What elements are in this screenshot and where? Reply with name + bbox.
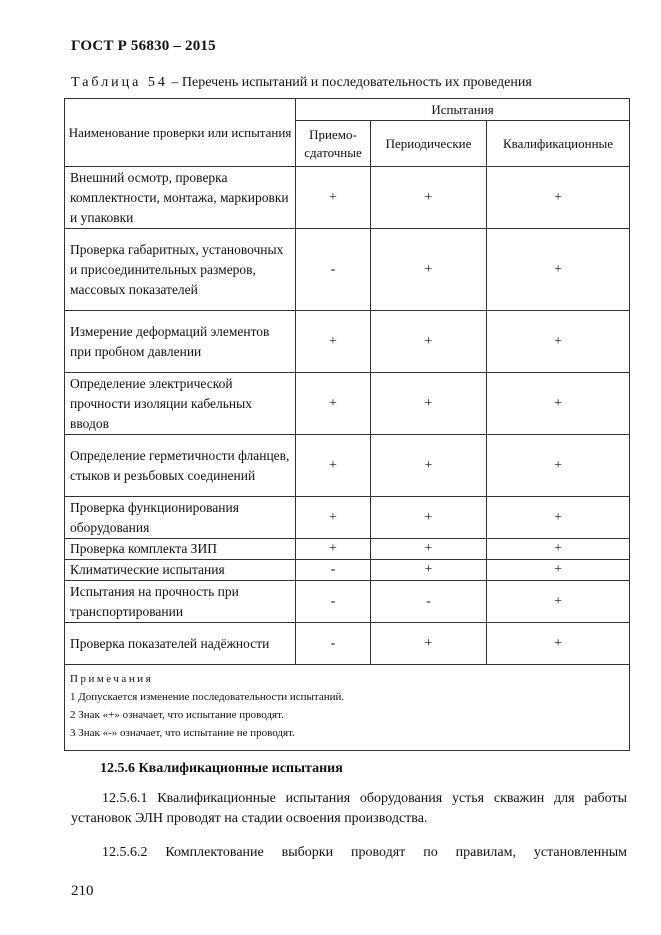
row-name: Определение герметичности фланцев, стыков и резьбовых соединений [65, 435, 296, 497]
table-row [65, 229, 630, 311]
mark-qualification: + [487, 581, 630, 623]
note-item: 2 Знак «+» означает, что испытание проводят. [70, 709, 284, 721]
table-notes [65, 665, 630, 751]
mark-periodic: + [371, 435, 487, 497]
page-number: 210 [71, 883, 94, 899]
mark-qualification: + [487, 311, 630, 373]
mark-acceptance: - [296, 560, 371, 581]
mark-acceptance: - [296, 623, 371, 665]
mark-qualification: + [487, 373, 630, 435]
mark-periodic: + [371, 229, 487, 311]
document-header: ГОСТ Р 56830 – 2015 [71, 38, 216, 54]
row-name: Измерение деформаций элементов при пробном давлении [65, 311, 296, 373]
mark-acceptance: + [296, 435, 371, 497]
table-row [65, 373, 630, 435]
paragraph: 12.5.6.1 Квалификационные испытания оборудования устья скважин для работы установок ЭЛН проводят на стадии освоения производства. [71, 791, 627, 826]
table-caption-label: Таблица 54 [71, 75, 168, 90]
mark-qualification: + [487, 167, 630, 229]
notes-title: Примечания [70, 673, 154, 685]
note-item: 3 Знак «-» означает, что испытание не проводят. [70, 727, 295, 739]
row-name: Климатические испытания [65, 560, 296, 581]
table-row [65, 435, 630, 497]
row-name: Определение электрической прочности изоляции кабельных вводов [65, 373, 296, 435]
table-row [65, 560, 630, 581]
tests-table [64, 98, 630, 751]
mark-acceptance: - [296, 229, 371, 311]
group-header-tests: Испытания [296, 99, 630, 121]
mark-qualification: + [487, 560, 630, 581]
table-caption-text: – Перечень испытаний и последовательность их проведения [167, 75, 532, 90]
row-name: Внешний осмотр, проверка комплектности, монтажа, маркировки и упаковки [65, 167, 296, 229]
col-header-name: Наименование проверки или испытания [65, 99, 296, 167]
table-row [65, 623, 630, 665]
note-item: 1 Допускается изменение последовательности испытаний. [70, 691, 345, 703]
section-title: 12.5.6 Квалификационные испытания [100, 761, 343, 776]
mark-qualification: + [487, 539, 630, 560]
table-caption [71, 75, 532, 91]
mark-periodic: + [371, 623, 487, 665]
mark-periodic: + [371, 560, 487, 581]
row-name: Испытания на прочность при транспортировании [65, 581, 296, 623]
table-row [65, 311, 630, 373]
mark-acceptance: + [296, 539, 371, 560]
mark-qualification: + [487, 623, 630, 665]
notes-row [65, 665, 630, 751]
sub-header-qualification: Квалификационные [487, 121, 630, 167]
mark-acceptance: + [296, 373, 371, 435]
mark-acceptance: - [296, 581, 371, 623]
paragraph: 12.5.6.2 Комплектование выборки проводят по правилам, установленным [102, 845, 627, 860]
row-name: Проверка комплекта ЗИП [65, 539, 296, 560]
row-name: Проверка габаритных, установочных и присоединительных размеров, массовых показателей [65, 229, 296, 311]
mark-qualification: + [487, 497, 630, 539]
table-row [65, 167, 630, 229]
mark-periodic: + [371, 497, 487, 539]
row-name: Проверка функционирования оборудования [65, 497, 296, 539]
mark-acceptance: + [296, 497, 371, 539]
sub-header-periodic: Периодические [371, 121, 487, 167]
table-row [65, 581, 630, 623]
mark-periodic: - [371, 581, 487, 623]
mark-acceptance: + [296, 167, 371, 229]
mark-acceptance: + [296, 311, 371, 373]
sub-header-acceptance: Приемо-сдаточные [296, 121, 371, 167]
table-row [65, 497, 630, 539]
mark-qualification: + [487, 435, 630, 497]
mark-periodic: + [371, 311, 487, 373]
mark-periodic: + [371, 539, 487, 560]
mark-qualification: + [487, 229, 630, 311]
mark-periodic: + [371, 373, 487, 435]
row-name: Проверка показателей надёжности [65, 623, 296, 665]
mark-periodic: + [371, 167, 487, 229]
table-row [65, 539, 630, 560]
